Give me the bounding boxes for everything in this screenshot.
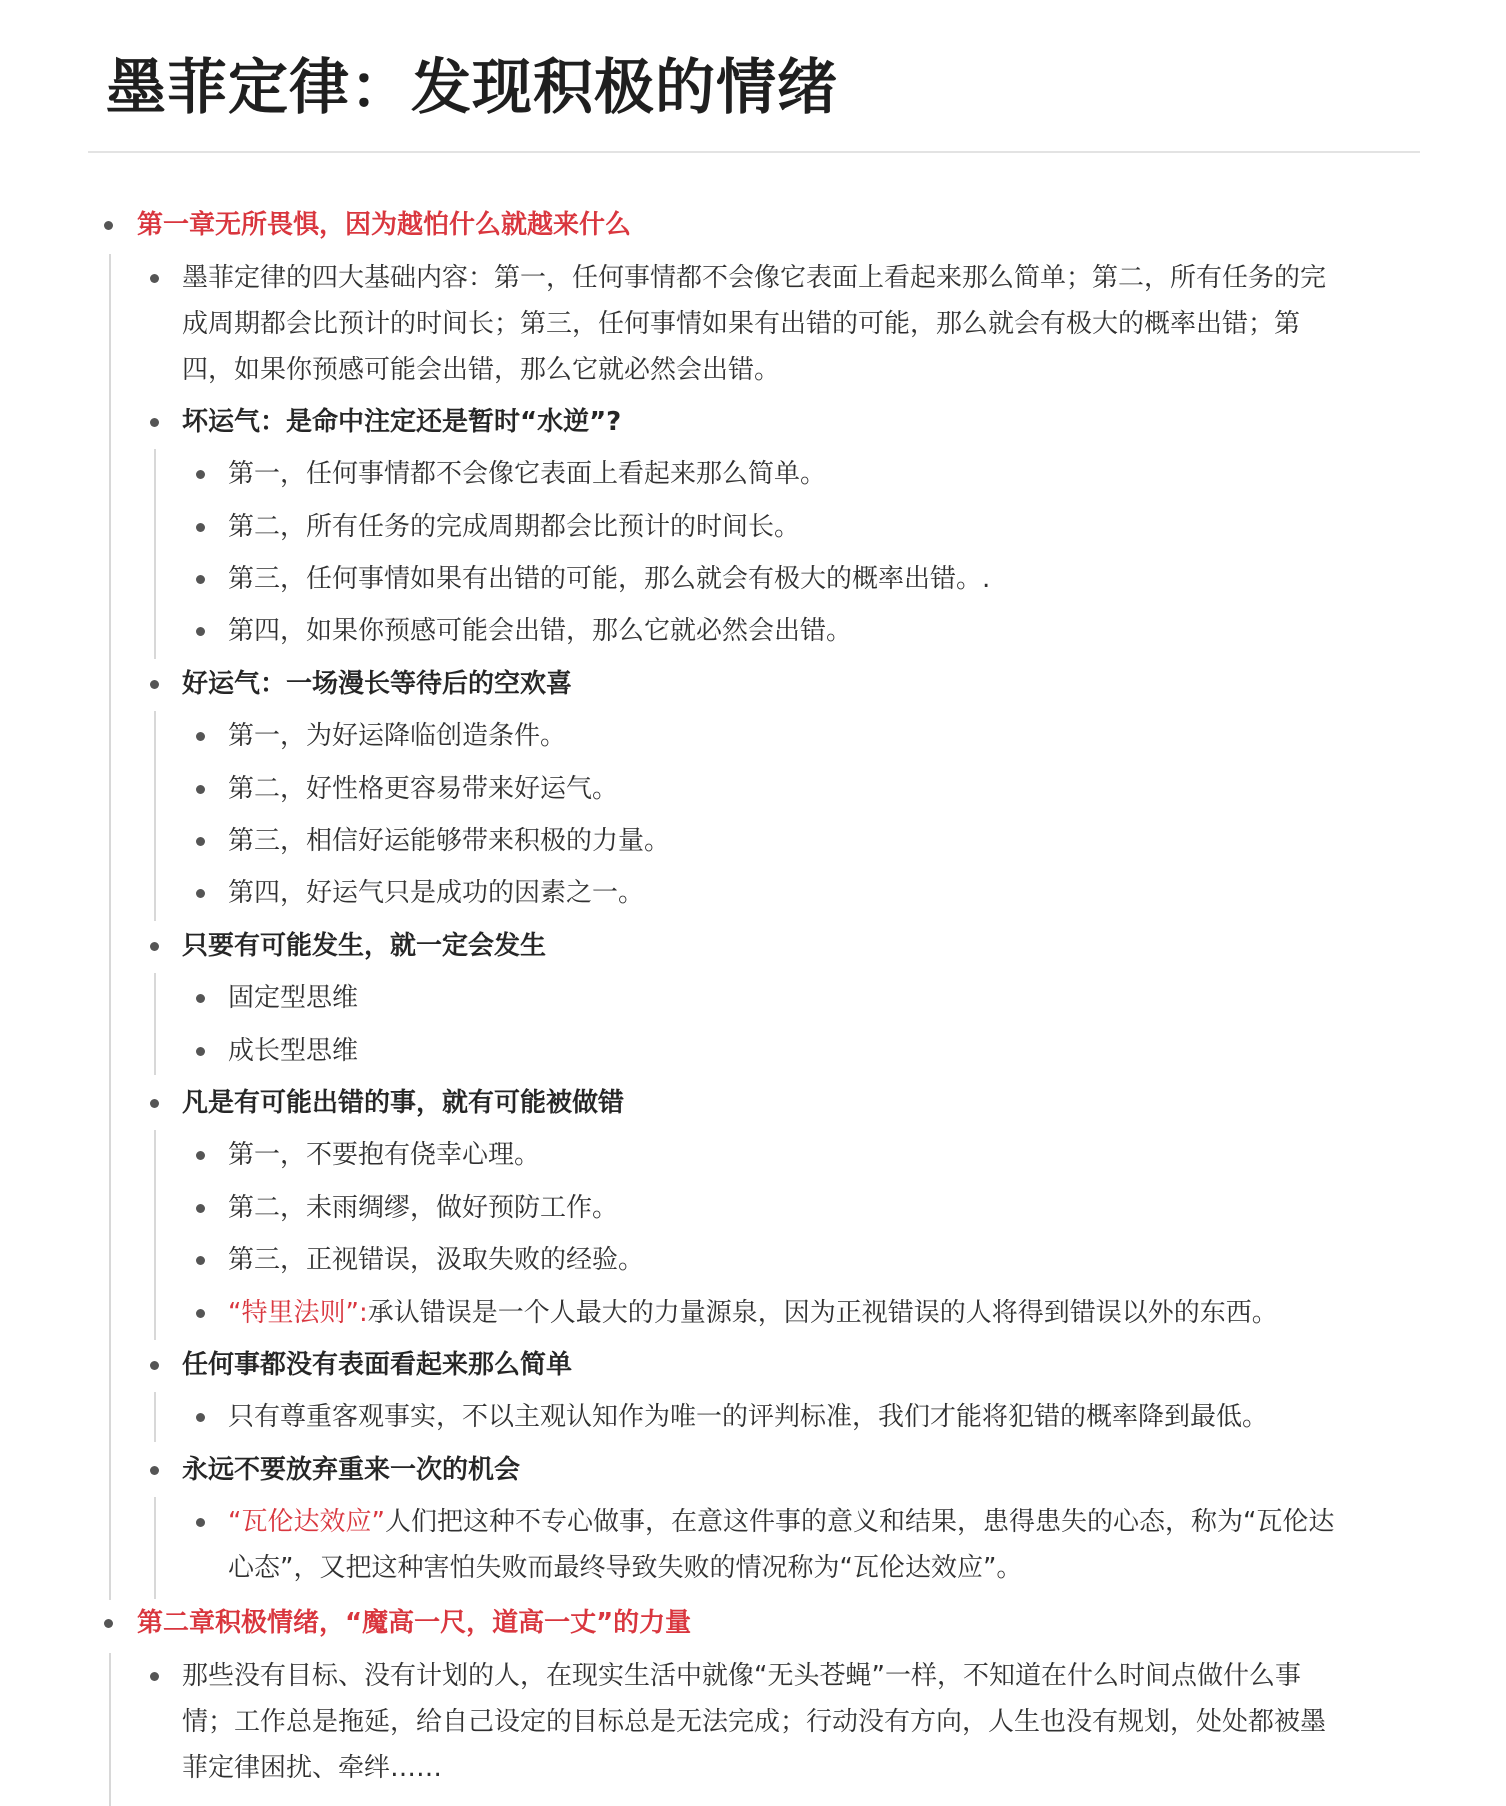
section-heading-never-give-up[interactable] (182, 1447, 520, 1493)
chapter-1-intro-line-2: 成周期都会比预计的时间长；第三，任何事情如果有出错的可能，那么就会有极大的概率出错；第 (182, 309, 1301, 339)
bullet-icon (150, 274, 159, 283)
list-item-terry-rule[interactable] (228, 1290, 1278, 1336)
list-item[interactable] (228, 451, 826, 497)
list-item[interactable] (228, 1185, 618, 1231)
list-item[interactable] (228, 713, 566, 759)
bullet-icon (196, 1204, 205, 1213)
section-heading-label: 任何事都没有表面看起来那么简单 (182, 1350, 573, 1380)
list-item[interactable] (228, 608, 852, 654)
list-item-text: 固定型思维 (228, 983, 359, 1013)
wallenda-effect-text-line-2: 心态”，又把这种害怕失败而最终导致失败的情况称为“瓦伦达效应”。 (228, 1553, 1023, 1583)
bullet-icon (104, 1619, 113, 1628)
list-item-text: 第四，如果你预感可能会出错，那么它就必然会出错。 (228, 616, 853, 646)
bullet-icon (196, 732, 205, 741)
section-heading-label: 只要有可能发生，就一定会发生 (182, 931, 547, 961)
list-item[interactable] (228, 818, 670, 864)
bullet-icon (104, 221, 113, 230)
list-item[interactable] (228, 1132, 540, 1178)
wallenda-effect-text-line-1: 人们把这种不专心做事，在意这件事的意义和结果，患得患失的心态，称为“瓦伦达 (384, 1507, 1335, 1537)
list-item-text: 第一，任何事情都不会像它表面上看起来那么简单。 (228, 459, 827, 489)
list-item-wallenda-effect[interactable] (228, 1499, 1334, 1591)
section-4-guide-line (154, 1130, 156, 1340)
chapter-2-intro-line-2: 情；工作总是拖延，给自己设定的目标总是无法完成；行动没有方向，人生也没有规划，处处都被墨 (182, 1707, 1327, 1737)
bullet-icon (196, 1518, 205, 1527)
section-heading-label: 凡是有可能出错的事，就有可能被做错 (182, 1088, 625, 1118)
list-item[interactable] (228, 1237, 644, 1283)
section-1-guide-line (154, 449, 156, 659)
chapter-1-guide-line (109, 254, 111, 1600)
section-heading-label: 好运气：一场漫长等待后的空欢喜 (182, 669, 573, 699)
bullet-icon (196, 994, 205, 1003)
bullet-icon (196, 1256, 205, 1265)
bullet-icon (150, 418, 159, 427)
list-item[interactable] (228, 556, 990, 602)
section-6-guide-line (154, 1497, 156, 1599)
list-item[interactable] (228, 1028, 358, 1074)
list-item-text: 第三，任何事情如果有出错的可能，那么就会有极大的概率出错。. (228, 564, 991, 594)
bullet-icon (196, 837, 205, 846)
bullet-icon (150, 1672, 159, 1681)
bullet-icon (196, 889, 205, 898)
bullet-icon (196, 1309, 205, 1318)
chapter-2-guide-line (109, 1653, 111, 1806)
chapter-1-label: 第一章无所畏惧，因为越怕什么就越来什么 (137, 210, 632, 240)
section-heading-bad-luck[interactable] (182, 399, 621, 445)
terry-rule-text: 承认错误是一个人最大的力量源泉，因为正视错误的人将得到错误以外的东西。 (367, 1298, 1278, 1328)
chapter-2-intro-line-1: 那些没有目标、没有计划的人，在现实生活中就像“无头苍蝇”一样，不知道在什么时间点做什么事 (182, 1661, 1301, 1691)
list-item[interactable] (228, 766, 618, 812)
bullet-icon (150, 1466, 159, 1475)
list-item[interactable] (228, 870, 644, 916)
page-title: 墨菲定律：发现积极的情绪 (106, 53, 838, 123)
chapter-2-intro-item[interactable] (182, 1653, 1326, 1791)
chapter-1-intro-line-1: 墨菲定律的四大基础内容：第一，任何事情都不会像它表面上看起来那么简单；第二，所有任务的完 (182, 263, 1327, 293)
list-item-text: 第二，未雨绸缪，做好预防工作。 (228, 1193, 619, 1223)
section-heading-can-go-wrong[interactable] (182, 1080, 624, 1126)
list-item-text: 第二，所有任务的完成周期都会比预计的时间长。 (228, 512, 801, 542)
section-heading-label: 永远不要放弃重来一次的机会 (182, 1455, 521, 1485)
chapter-2-label: 第二章积极情绪，“魔高一尺，道高一丈”的力量 (137, 1608, 692, 1638)
section-heading-not-simple[interactable] (182, 1342, 572, 1388)
chapter-1-intro-item[interactable] (182, 255, 1326, 393)
bullet-icon (150, 942, 159, 951)
bullet-icon (196, 627, 205, 636)
chapter-1-intro-line-3: 四，如果你预感可能会出错，那么它就必然会出错。 (182, 355, 781, 385)
bullet-icon (196, 470, 205, 479)
list-item-text: 第一，不要抱有侥幸心理。 (228, 1140, 541, 1170)
bullet-icon (196, 785, 205, 794)
section-heading-will-happen[interactable] (182, 923, 546, 969)
bullet-icon (150, 680, 159, 689)
list-item-text: 只有尊重客观事实，不以主观认知作为唯一的评判标准，我们才能将犯错的概率降到最低。 (228, 1402, 1269, 1432)
list-item-text: 第一，为好运降临创造条件。 (228, 721, 567, 751)
chapter-1-item[interactable] (137, 202, 631, 248)
bullet-icon (196, 1047, 205, 1056)
list-item[interactable] (228, 975, 358, 1021)
section-heading-good-luck[interactable] (182, 661, 572, 707)
wallenda-effect-keyword: “瓦伦达效应” (228, 1507, 385, 1537)
chapter-2-item[interactable] (137, 1600, 691, 1646)
list-item-text: 第三，相信好运能够带来积极的力量。 (228, 826, 671, 856)
list-item-text: 第四，好运气只是成功的因素之一。 (228, 878, 645, 908)
list-item[interactable] (228, 1394, 1268, 1440)
bullet-icon (196, 575, 205, 584)
section-5-guide-line (154, 1392, 156, 1442)
section-3-guide-line (154, 973, 156, 1075)
list-item-text: 第二，好性格更容易带来好运气。 (228, 774, 619, 804)
bullet-icon (150, 1361, 159, 1370)
chapter-2-intro-line-3: 菲定律困扰、牵绊…… (182, 1753, 443, 1783)
bullet-icon (196, 1413, 205, 1422)
list-item[interactable] (228, 504, 800, 550)
section-2-guide-line (154, 711, 156, 921)
title-divider (88, 151, 1420, 153)
section-heading-label: 坏运气：是命中注定还是暂时“水逆”? (182, 407, 622, 437)
bullet-icon (150, 1099, 159, 1108)
list-item-text: 成长型思维 (228, 1036, 359, 1066)
terry-rule-keyword: “特里法则”: (228, 1298, 368, 1328)
bullet-icon (196, 523, 205, 532)
bullet-icon (196, 1151, 205, 1160)
list-item-text: 第三，正视错误，汲取失败的经验。 (228, 1245, 645, 1275)
